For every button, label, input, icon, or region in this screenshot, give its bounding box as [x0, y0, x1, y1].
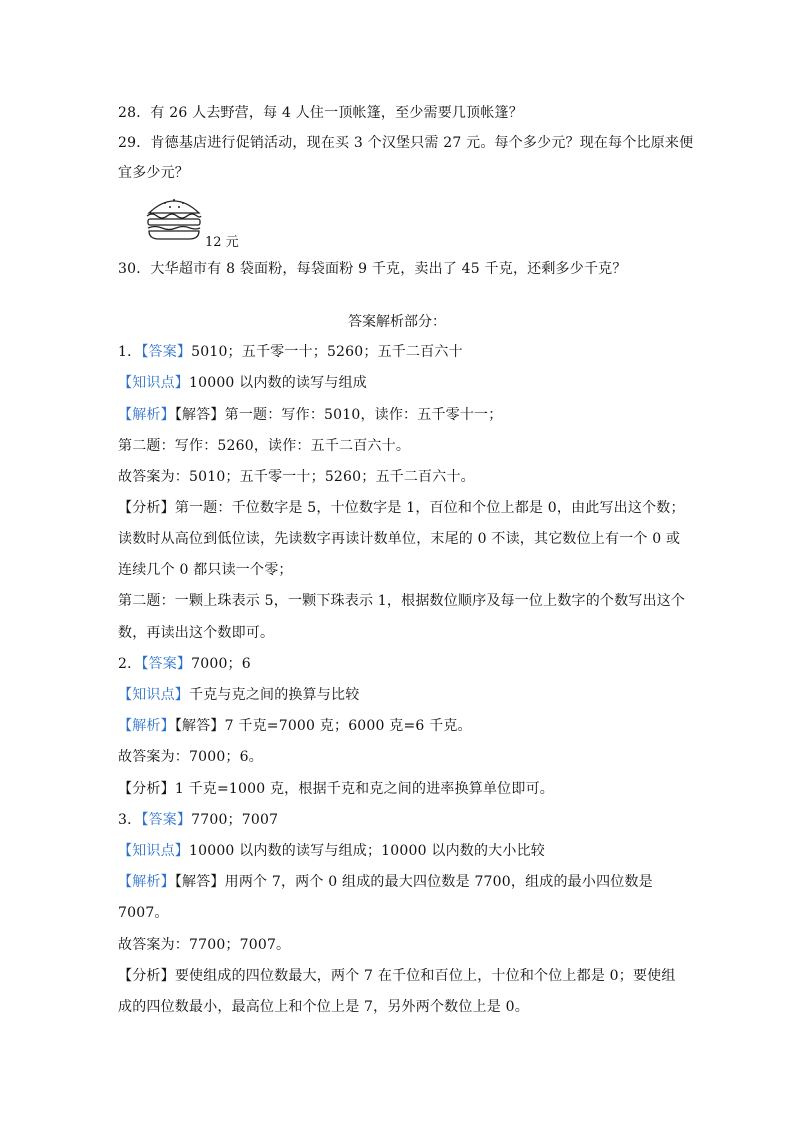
question-29-line1: 29．肯德基店进行促销活动，现在买 3 个汉堡只需 27 元。每个多少元？现在每个比原来便	[118, 135, 694, 151]
answer-2-solution: 7 千克=7000 克；6000 克=6 千克。	[224, 718, 472, 734]
answer-1-solution-line	[118, 406, 502, 424]
analysis-tag: 【解析】	[118, 874, 175, 890]
answer-1-knowledge: 10000 以内数的读写与组成	[189, 375, 367, 391]
answer-1-value: 5010；五千零一十；5260；五千二百六十	[191, 344, 463, 360]
answer-1-breakdown-line4: 第二题：一颗上珠表示 5，一颗下珠表示 1，根据数位顺序及每一位上数字的个数写出这个	[118, 593, 686, 609]
burger-price: 12 元	[205, 235, 239, 250]
analysis-tag: 【解析】	[118, 718, 175, 734]
answer-1-breakdown-line5: 数，再读出这个数即可。	[118, 625, 275, 641]
breakdown-tag: 【分析】	[118, 781, 175, 797]
question-29-line2: 宜多少元？	[118, 165, 189, 181]
answer-3-knowledge-line	[118, 842, 545, 860]
answer-2-knowledge-line	[118, 686, 359, 704]
answer-3-knowledge: 10000 以内数的读写与组成；10000 以内数的大小比较	[189, 843, 545, 859]
answer-1-breakdown-line2: 读数时从高位到低位读，先读数字再读计数单位，末尾的 0 不读，其它数位上有一个 0 或	[118, 531, 681, 547]
knowledge-tag: 【知识点】	[118, 375, 189, 391]
answer-3-solution: 用两个 7，两个 0 组成的最大四位数是 7700，组成的最小四位数是	[224, 874, 653, 890]
question-28: 28．有 26 人去野营，每 4 人住一顶帐篷，至少需要几顶帐篷？	[118, 105, 523, 121]
knowledge-tag: 【知识点】	[118, 687, 189, 703]
question-30: 30．大华超市有 8 袋面粉，每袋面粉 9 千克，卖出了 45 千克，还剩多少千克？	[118, 261, 627, 277]
analysis-tag: 【解析】	[118, 407, 175, 423]
knowledge-tag: 【知识点】	[118, 843, 189, 859]
breakdown-tag: 【分析】	[118, 968, 175, 984]
answer-1-breakdown-line3: 连续几个 0 都只读一个零；	[118, 562, 293, 578]
answer-3-breakdown-line1	[118, 967, 676, 985]
solution-tag: 【解答】	[174, 407, 225, 423]
answer-1-number: 1．	[118, 344, 142, 360]
answer-1-solution-line2: 第二题：写作：5260，读作：五千二百六十。	[118, 438, 411, 454]
answer-1-line	[118, 343, 463, 361]
answer-3-breakdown1: 要使组成的四位数最大，两个 7 在千位和百位上，十位和个位上都是 0；要使组	[174, 968, 676, 984]
answer-3-final: 故答案为：7700；7007。	[118, 937, 291, 953]
answer-2-value: 7000；6	[191, 656, 251, 672]
answer-1-breakdown-line1	[118, 499, 685, 517]
answer-tag: 【答案】	[141, 656, 192, 672]
answer-3-breakdown-line2: 成的四位数最小，最高位上和个位上是 7，另外两个数位上是 0。	[118, 999, 529, 1015]
answer-3-solution-line	[118, 873, 653, 891]
answer-1-solution: 第一题：写作：5010，读作：五千零十一；	[224, 407, 503, 423]
answer-2-number: 2．	[118, 656, 142, 672]
answer-2-solution-line	[118, 717, 472, 735]
answer-3-solution-line2: 7007。	[118, 905, 169, 921]
answer-tag: 【答案】	[141, 344, 192, 360]
answer-3-number: 3．	[118, 812, 142, 828]
answer-2-breakdown1: 1 千克=1000 克，根据千克和克之间的进率换算单位即可。	[174, 781, 554, 797]
answer-2-knowledge: 千克与克之间的换算与比较	[189, 687, 360, 703]
answer-2-final: 故答案为：7000；6。	[118, 749, 263, 765]
hamburger-icon	[143, 191, 205, 241]
breakdown-tag: 【分析】	[118, 500, 175, 516]
answer-1-knowledge-line	[118, 374, 367, 392]
answer-tag: 【答案】	[141, 812, 192, 828]
answer-2-breakdown-line1	[118, 780, 554, 798]
answer-3-value: 7700；7007	[191, 812, 279, 828]
solution-tag: 【解答】	[174, 874, 225, 890]
answer-1-final: 故答案为：5010；五千零一十；5260；五千二百六十。	[118, 469, 475, 485]
answer-3-line	[118, 811, 278, 829]
solution-tag: 【解答】	[174, 718, 225, 734]
answer-1-breakdown1: 第一题：千位数字是 5，十位数字是 1，百位和个位上都是 0，由此写出这个数；	[174, 500, 685, 516]
answer-2-line	[118, 655, 251, 673]
answer-section-title: 答案解析部分：	[348, 314, 446, 330]
